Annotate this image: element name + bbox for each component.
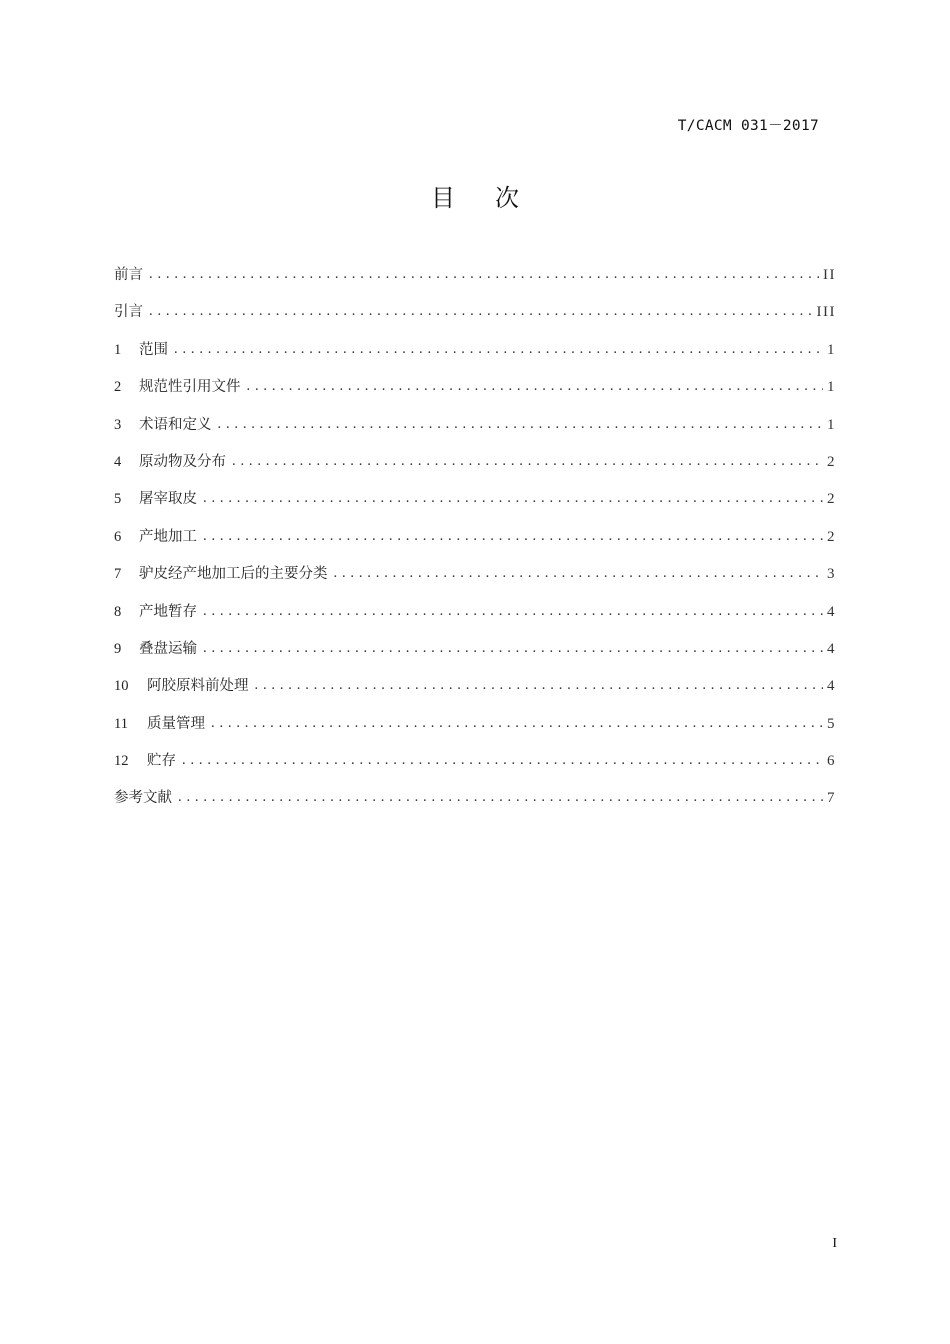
toc-page-number: 2 [827, 453, 836, 470]
toc-page-number: 1 [827, 379, 836, 396]
toc-entry-5[interactable] [114, 487, 836, 524]
table-of-contents [114, 263, 836, 824]
toc-dot-leader [203, 603, 823, 620]
toc-entry-label: 规范性引用文件 [139, 379, 241, 396]
toc-entry-references[interactable] [114, 786, 836, 823]
toc-dot-leader [203, 490, 823, 507]
title-char-2: 次 [495, 184, 519, 212]
toc-entry-6[interactable] [114, 525, 836, 562]
toc-entry-label: 引言 [114, 304, 143, 321]
toc-dot-leader [218, 416, 824, 433]
toc-entry-2[interactable] [114, 375, 836, 412]
toc-section-number: 2 [114, 379, 122, 396]
toc-entry-11[interactable] [114, 712, 836, 749]
toc-section-number: 8 [114, 603, 122, 620]
toc-dot-leader [232, 453, 823, 470]
toc-section-number: 11 [114, 715, 128, 732]
toc-dot-leader [203, 528, 823, 545]
toc-entry-label: 参考文献 [114, 790, 172, 807]
toc-entry-label: 前言 [114, 267, 143, 283]
toc-entry-label: 术语和定义 [139, 416, 212, 433]
toc-dot-leader [178, 789, 823, 806]
toc-entry-introduction[interactable] [114, 300, 836, 337]
toc-entry-label: 范围 [139, 341, 168, 358]
toc-section-number: 3 [114, 416, 122, 433]
toc-entry-label: 阿胶原料前处理 [147, 678, 249, 695]
toc-page-number: 5 [827, 715, 836, 732]
toc-entry-label: 贮存 [147, 753, 176, 770]
toc-dot-leader [211, 715, 823, 732]
toc-section-number: 7 [114, 566, 122, 583]
toc-entry-9[interactable] [114, 637, 836, 674]
toc-entry-8[interactable] [114, 600, 836, 637]
toc-section-number: 1 [114, 341, 122, 358]
toc-entry-foreword[interactable] [114, 263, 836, 300]
toc-page-number: 2 [827, 528, 836, 545]
toc-page-number: 1 [827, 341, 836, 358]
toc-entry-label: 屠宰取皮 [139, 491, 197, 508]
toc-page-number: 7 [827, 790, 836, 807]
toc-page-number: III [816, 304, 836, 321]
toc-entry-1[interactable] [114, 338, 836, 375]
toc-entry-label: 叠盘运输 [139, 640, 197, 657]
title-char-1: 目 [431, 184, 455, 212]
toc-section-number: 12 [114, 753, 129, 770]
toc-entry-label: 原动物及分布 [139, 453, 226, 470]
page-title [0, 178, 950, 213]
toc-section-number: 10 [114, 678, 129, 695]
toc-entry-label: 驴皮经产地加工后的主要分类 [139, 566, 328, 583]
toc-page-number: 4 [827, 678, 836, 695]
toc-section-number: 4 [114, 453, 122, 470]
toc-dot-leader [182, 752, 823, 769]
toc-page-number: 4 [827, 603, 836, 620]
toc-entry-3[interactable] [114, 413, 836, 450]
toc-page-number: 4 [827, 640, 836, 657]
toc-entry-7[interactable] [114, 562, 836, 599]
toc-entry-4[interactable] [114, 450, 836, 487]
toc-entry-12[interactable] [114, 749, 836, 786]
toc-dot-leader [334, 565, 824, 582]
toc-section-number: 5 [114, 491, 122, 508]
toc-entry-label: 产地加工 [139, 528, 197, 545]
page-number: I [832, 1236, 837, 1251]
toc-entry-10[interactable] [114, 674, 836, 711]
toc-dot-leader [255, 677, 824, 694]
toc-dot-leader [149, 303, 813, 320]
toc-dot-leader [203, 640, 823, 657]
toc-dot-leader [247, 378, 824, 395]
toc-section-number: 6 [114, 528, 122, 545]
toc-entry-label: 产地暂存 [139, 603, 197, 620]
toc-page-number: 1 [827, 416, 836, 433]
toc-section-number: 9 [114, 640, 122, 657]
document-code: T/CACM 031－2017 [677, 118, 819, 134]
toc-page-number: 2 [827, 491, 836, 508]
toc-page-number: 6 [827, 753, 836, 770]
toc-dot-leader [149, 266, 819, 283]
toc-page-number: II [823, 267, 836, 283]
toc-page-number: 3 [827, 566, 836, 583]
toc-entry-label: 质量管理 [147, 715, 205, 732]
toc-dot-leader [174, 341, 823, 358]
